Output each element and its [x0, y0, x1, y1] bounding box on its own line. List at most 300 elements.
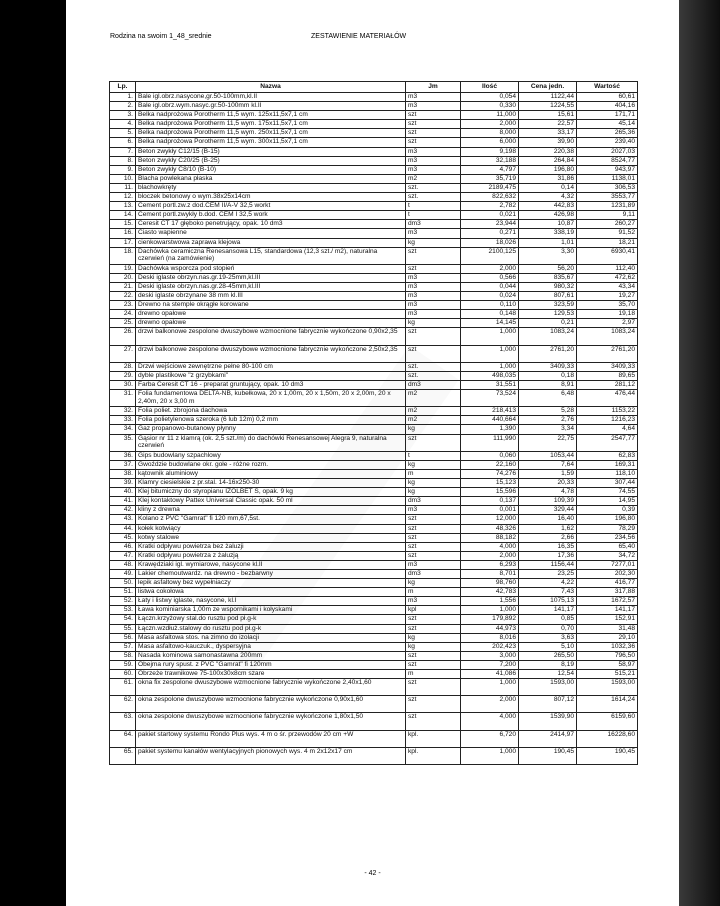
cell-jm: kg [406, 425, 461, 434]
cell-cena: 8,91 [519, 381, 577, 390]
table-row [110, 497, 638, 506]
cell-nazwa: Łączn.krzyżowy stal.do rusztu pod pł.g-k [136, 615, 406, 624]
cell-lp: 50. [110, 579, 136, 588]
cell-lp: 59. [110, 660, 136, 669]
cell-nazwa: Drzwi wejściowe zewnętrzne pełne 80-100 cm [136, 362, 406, 371]
table-row [110, 319, 638, 328]
cell-jm: m3 [406, 310, 461, 319]
cell-ilosc: 111,990 [461, 434, 519, 451]
cell-ilosc: 15,596 [461, 488, 519, 497]
cell-cena: 196,80 [519, 165, 577, 174]
cell-nazwa: Beton zwykły C12/15 (B-15) [136, 147, 406, 156]
cell-wartosc: 2,97 [577, 319, 638, 328]
column-header-lp: Lp. [110, 82, 136, 93]
cell-cena: 1122,44 [519, 93, 577, 102]
table-row [110, 597, 638, 606]
cell-ilosc: 179,892 [461, 615, 519, 624]
table-row [110, 670, 638, 679]
cell-nazwa: Ceresit CT 17 głęboko penetrujący, opak. 10 dm3 [136, 220, 406, 229]
cell-jm: m3 [406, 597, 461, 606]
cell-jm: m3 [406, 273, 461, 282]
cell-cena: 1053,44 [519, 451, 577, 460]
cell-nazwa: lepik asfaltowy bez wypełniaczy [136, 579, 406, 588]
cell-lp: 15. [110, 220, 136, 229]
cell-cena: 0,14 [519, 183, 577, 192]
cell-cena: 220,38 [519, 147, 577, 156]
cell-cena: 0,70 [519, 624, 577, 633]
table-row [110, 569, 638, 578]
cell-cena: 7,43 [519, 588, 577, 597]
cell-wartosc: 35,70 [577, 301, 638, 310]
cell-nazwa: Gips budowlany szpachlowy [136, 451, 406, 460]
table-row [110, 102, 638, 111]
document-title: ZESTAWIENIE MATERIAŁÓW [311, 33, 407, 40]
table-row [110, 416, 638, 425]
cell-ilosc: 6,720 [461, 730, 519, 747]
cell-wartosc: 1672,57 [577, 597, 638, 606]
cell-lp: 18. [110, 247, 136, 264]
cell-nazwa: Gąsior nr 11 z klamrą (ok. 2,5 szt./m) do dachówki Renesansowej Alegra 9, naturalna czerwień [136, 434, 406, 451]
cell-ilosc: 0,566 [461, 273, 519, 282]
cell-wartosc: 196,80 [577, 515, 638, 524]
cell-ilosc: 12,000 [461, 515, 519, 524]
cell-ilosc: 4,000 [461, 542, 519, 551]
cell-lp: 45. [110, 533, 136, 542]
document-page [66, 0, 679, 906]
cell-wartosc: 8524,77 [577, 156, 638, 165]
table-row [110, 211, 638, 220]
cell-nazwa: Gwoździe budowlane okr. gołe - różne rozm. [136, 460, 406, 469]
table-row [110, 111, 638, 120]
cell-ilosc: 23,944 [461, 220, 519, 229]
cell-jm: m3 [406, 282, 461, 291]
cell-ilosc: 41,086 [461, 670, 519, 679]
cell-nazwa: blachowkręty [136, 183, 406, 192]
cell-lp: 60. [110, 670, 136, 679]
table-row [110, 156, 638, 165]
cell-wartosc: 404,16 [577, 102, 638, 111]
table-row [110, 381, 638, 390]
cell-jm: m [406, 670, 461, 679]
cell-jm: szt [406, 120, 461, 129]
cell-nazwa: pakiet startowy systemu Rondo Plus wys. 4 m o śr. przewodów 20 cm +W [136, 730, 406, 747]
table-row [110, 301, 638, 310]
cell-jm: kg [406, 488, 461, 497]
cell-nazwa: Beton zwykły C20/25 (B-25) [136, 156, 406, 165]
cell-cena: 1,62 [519, 524, 577, 533]
table-row [110, 460, 638, 469]
cell-ilosc: 2100,125 [461, 247, 519, 264]
cell-jm: szt [406, 111, 461, 120]
cell-lp: 20. [110, 273, 136, 282]
cell-nazwa: okna zespolone dwuszybowe wzmocnione fabrycznie wykończone 0,90x1,60 [136, 696, 406, 713]
cell-lp: 58. [110, 651, 136, 660]
cell-wartosc: 1032,36 [577, 642, 638, 651]
table-row [110, 193, 638, 202]
cell-wartosc: 60,61 [577, 93, 638, 102]
cell-jm: szt [406, 247, 461, 264]
cell-ilosc: 11,000 [461, 111, 519, 120]
cell-ilosc: 1,556 [461, 597, 519, 606]
table-row [110, 696, 638, 713]
cell-ilosc: 2189,475 [461, 183, 519, 192]
cell-lp: 65. [110, 747, 136, 764]
cell-cena: 0,21 [519, 319, 577, 328]
cell-ilosc: 1,000 [461, 362, 519, 371]
cell-ilosc: 218,413 [461, 407, 519, 416]
cell-ilosc: 73,524 [461, 390, 519, 407]
cell-lp: 30. [110, 381, 136, 390]
cell-cena: 329,44 [519, 506, 577, 515]
cell-wartosc: 476,44 [577, 390, 638, 407]
cell-cena: 338,19 [519, 229, 577, 238]
viewer-edge [679, 0, 720, 906]
cell-ilosc: 0,148 [461, 310, 519, 319]
document-header-left: Rodzina na swoim 1_48_srednie [110, 33, 212, 40]
cell-lp: 41. [110, 497, 136, 506]
cell-lp: 36. [110, 451, 136, 460]
cell-nazwa: Obejma rury spust. z PVC "Gamrat" fi 120mm [136, 660, 406, 669]
table-row [110, 551, 638, 560]
cell-ilosc: 1,390 [461, 425, 519, 434]
cell-cena: 190,45 [519, 747, 577, 764]
cell-wartosc: 19,18 [577, 310, 638, 319]
cell-nazwa: Bale igl.obrz.wym.nasyc.gr.50-100mm kl.II [136, 102, 406, 111]
cell-wartosc: 260,27 [577, 220, 638, 229]
cell-wartosc: 3409,33 [577, 362, 638, 371]
cell-ilosc: 0,054 [461, 93, 519, 102]
cell-wartosc: 190,45 [577, 747, 638, 764]
cell-wartosc: 62,83 [577, 451, 638, 460]
cell-ilosc: 9,198 [461, 147, 519, 156]
cell-nazwa: Bale igl.obrz.nasycone,gr.50-100mm,kl.II [136, 93, 406, 102]
cell-ilosc: 8,701 [461, 569, 519, 578]
cell-jm: m2 [406, 174, 461, 183]
cell-cena: 5,28 [519, 407, 577, 416]
cell-lp: 31. [110, 390, 136, 407]
cell-nazwa: Deski iglaste obrzyn.nas.gr.19-25mm,kl.III [136, 273, 406, 282]
table-row [110, 747, 638, 764]
cell-nazwa: Ciasto wapienne [136, 229, 406, 238]
cell-wartosc: 19,27 [577, 292, 638, 301]
cell-nazwa: Lakier chemoutwardz. na drewno - bezbarwny [136, 569, 406, 578]
cell-cena: 6,48 [519, 390, 577, 407]
cell-cena: 141,17 [519, 606, 577, 615]
cell-nazwa: Farba Ceresit CT 16 - preparat gruntujący, opak. 10 dm3 [136, 381, 406, 390]
cell-lp: 46. [110, 542, 136, 551]
cell-cena: 2,76 [519, 416, 577, 425]
cell-cena: 2761,20 [519, 345, 577, 362]
cell-ilosc: 98,760 [461, 579, 519, 588]
cell-jm: m3 [406, 93, 461, 102]
cell-lp: 61. [110, 679, 136, 696]
cell-cena: 31,86 [519, 174, 577, 183]
table-row [110, 371, 638, 380]
cell-nazwa: Łączn.wzdłuż.stalowy do rusztu pod pł.g-k [136, 624, 406, 633]
cell-lp: 26. [110, 328, 136, 345]
cell-jm: dm3 [406, 220, 461, 229]
cell-jm: t [406, 202, 461, 211]
cell-jm: kg [406, 642, 461, 651]
cell-nazwa: Beton zwykły C8/10 (B-10) [136, 165, 406, 174]
cell-cena: 8,19 [519, 660, 577, 669]
cell-cena: 22,57 [519, 120, 577, 129]
cell-ilosc: 31,551 [461, 381, 519, 390]
cell-cena: 3,34 [519, 425, 577, 434]
cell-cena: 980,32 [519, 282, 577, 291]
cell-nazwa: bloczek betonowy o wym.38x25x14cm [136, 193, 406, 202]
table-row [110, 469, 638, 478]
cell-lp: 64. [110, 730, 136, 747]
cell-ilosc: 1,000 [461, 747, 519, 764]
cell-jm: szt. [406, 193, 461, 202]
table-row [110, 229, 638, 238]
cell-nazwa: Klej kontaktowy Pattex Universal Classic opak. 50 ml [136, 497, 406, 506]
cell-jm: m3 [406, 156, 461, 165]
cell-jm: szt [406, 696, 461, 713]
cell-ilosc: 48,326 [461, 524, 519, 533]
cell-cena: 1075,13 [519, 597, 577, 606]
cell-ilosc: 1,000 [461, 328, 519, 345]
cell-wartosc: 515,21 [577, 670, 638, 679]
table-row [110, 120, 638, 129]
cell-cena: 20,33 [519, 479, 577, 488]
cell-jm: szt [406, 713, 461, 730]
cell-jm: szt [406, 345, 461, 362]
cell-wartosc: 0,39 [577, 506, 638, 515]
cell-jm: t [406, 211, 461, 220]
cell-ilosc: 1,000 [461, 345, 519, 362]
cell-cena: 129,53 [519, 310, 577, 319]
cell-nazwa: Deski iglaste obrzyn.nas.gr.28-45mm,kl.III [136, 282, 406, 291]
cell-wartosc: 74,55 [577, 488, 638, 497]
cell-nazwa: Obrzeże trawnikowe 75-100x30x8cm szare [136, 670, 406, 679]
cell-jm: m3 [406, 102, 461, 111]
cell-jm: szt [406, 533, 461, 542]
cell-cena: 23,25 [519, 569, 577, 578]
cell-wartosc: 9,11 [577, 211, 638, 220]
cell-wartosc: 6159,60 [577, 713, 638, 730]
cell-lp: 57. [110, 642, 136, 651]
cell-cena: 16,40 [519, 515, 577, 524]
table-row [110, 129, 638, 138]
materials-table [109, 81, 638, 765]
cell-lp: 54. [110, 615, 136, 624]
cell-ilosc: 202,423 [461, 642, 519, 651]
cell-lp: 3. [110, 111, 136, 120]
cell-ilosc: 4,000 [461, 713, 519, 730]
cell-nazwa: drewno opałowe [136, 319, 406, 328]
cell-lp: 55. [110, 624, 136, 633]
cell-nazwa: Kolano z PVC "Gamrat" fi 120 mm,67,5st. [136, 515, 406, 524]
cell-lp: 23. [110, 301, 136, 310]
table-row [110, 542, 638, 551]
table-row [110, 679, 638, 696]
cell-jm: m2 [406, 390, 461, 407]
cell-ilosc: 2,000 [461, 120, 519, 129]
cell-nazwa: Folia poliet. zbrojona dachowa [136, 407, 406, 416]
cell-jm: m2 [406, 407, 461, 416]
cell-lp: 7. [110, 147, 136, 156]
cell-cena: 426,98 [519, 211, 577, 220]
cell-cena: 39,90 [519, 138, 577, 147]
cell-wartosc: 78,29 [577, 524, 638, 533]
cell-nazwa: listwa cokołowa [136, 588, 406, 597]
cell-ilosc: 0,024 [461, 292, 519, 301]
cell-cena: 1,59 [519, 469, 577, 478]
cell-jm: szt [406, 328, 461, 345]
cell-nazwa: Belka nadprożowa Porotherm 11,5 wym. 125x11,5x7,1 cm [136, 111, 406, 120]
cell-wartosc: 307,44 [577, 479, 638, 488]
cell-lp: 47. [110, 551, 136, 560]
table-row [110, 533, 638, 542]
cell-lp: 48. [110, 560, 136, 569]
table-row [110, 220, 638, 229]
table-row [110, 292, 638, 301]
column-header-jm: Jm [406, 82, 461, 93]
cell-lp: 21. [110, 282, 136, 291]
table-row [110, 633, 638, 642]
cell-lp: 63. [110, 713, 136, 730]
cell-cena: 12,54 [519, 670, 577, 679]
cell-nazwa: cienkowarstwowa zaprawa klejowa [136, 238, 406, 247]
table-row [110, 642, 638, 651]
cell-wartosc: 45,14 [577, 120, 638, 129]
column-header-nazwa: Nazwa [136, 82, 406, 93]
cell-cena: 4,78 [519, 488, 577, 497]
cell-jm: szt [406, 129, 461, 138]
cell-lp: 8. [110, 156, 136, 165]
cell-lp: 52. [110, 597, 136, 606]
cell-nazwa: dyble plastikowe "z grzybkami" [136, 371, 406, 380]
cell-nazwa: kołek kotwiący [136, 524, 406, 533]
cell-nazwa: Masa asfaltowo-kauczuk., dyspersyjna [136, 642, 406, 651]
cell-lp: 17. [110, 238, 136, 247]
cell-cena: 7,64 [519, 460, 577, 469]
cell-cena: 4,32 [519, 193, 577, 202]
cell-lp: 62. [110, 696, 136, 713]
cell-nazwa: Klej bitumiczny do styropianu IZOLBET S, opak. 9 kg [136, 488, 406, 497]
cell-ilosc: 1,000 [461, 606, 519, 615]
cell-lp: 16. [110, 229, 136, 238]
cell-ilosc: 15,123 [461, 479, 519, 488]
cell-lp: 49. [110, 569, 136, 578]
table-row [110, 524, 638, 533]
cell-cena: 807,61 [519, 292, 577, 301]
cell-cena: 33,17 [519, 129, 577, 138]
cell-lp: 9. [110, 165, 136, 174]
cell-cena: 5,10 [519, 642, 577, 651]
cell-cena: 265,50 [519, 651, 577, 660]
cell-jm: m3 [406, 229, 461, 238]
cell-wartosc: 265,36 [577, 129, 638, 138]
cell-nazwa: Krawędziaki igl. wymiarowe, nasycone kl.II [136, 560, 406, 569]
cell-wartosc: 202,30 [577, 569, 638, 578]
cell-jm: m [406, 588, 461, 597]
cell-lp: 24. [110, 310, 136, 319]
cell-cena: 56,20 [519, 264, 577, 273]
table-row [110, 282, 638, 291]
cell-lp: 35. [110, 434, 136, 451]
cell-jm: kg [406, 633, 461, 642]
cell-ilosc: 42,783 [461, 588, 519, 597]
cell-jm: szt. [406, 183, 461, 192]
cell-wartosc: 141,17 [577, 606, 638, 615]
cell-wartosc: 89,65 [577, 371, 638, 380]
cell-cena: 2414,97 [519, 730, 577, 747]
cell-ilosc: 8,016 [461, 633, 519, 642]
cell-nazwa: pakiet systemu kanałów wentylacyjnych pionowych wys. 4 m 2x12x17 cm [136, 747, 406, 764]
cell-cena: 835,67 [519, 273, 577, 282]
cell-lp: 32. [110, 407, 136, 416]
cell-wartosc: 234,56 [577, 533, 638, 542]
table-row [110, 238, 638, 247]
cell-cena: 22,75 [519, 434, 577, 451]
table-row [110, 425, 638, 434]
cell-nazwa: Blacha powlekana płaska [136, 174, 406, 183]
cell-jm: m2 [406, 416, 461, 425]
cell-jm: kg [406, 479, 461, 488]
cell-jm: kpl [406, 606, 461, 615]
cell-wartosc: 112,40 [577, 264, 638, 273]
cell-wartosc: 6930,41 [577, 247, 638, 264]
cell-jm: m3 [406, 292, 461, 301]
cell-jm: m [406, 469, 461, 478]
cell-ilosc: 2,000 [461, 696, 519, 713]
table-row [110, 174, 638, 183]
cell-wartosc: 1153,22 [577, 407, 638, 416]
cell-cena: 1156,44 [519, 560, 577, 569]
cell-jm: m3 [406, 506, 461, 515]
cell-lp: 29. [110, 371, 136, 380]
cell-ilosc: 0,271 [461, 229, 519, 238]
cell-nazwa: kotwy stalowe [136, 533, 406, 542]
cell-cena: 1539,90 [519, 713, 577, 730]
cell-jm: szt [406, 264, 461, 273]
cell-jm: dm3 [406, 497, 461, 506]
cell-wartosc: 2547,77 [577, 434, 638, 451]
table-row [110, 579, 638, 588]
cell-jm: szt. [406, 371, 461, 380]
cell-jm: szt [406, 138, 461, 147]
cell-wartosc: 29,10 [577, 633, 638, 642]
cell-jm: szt [406, 679, 461, 696]
cell-cena: 4,22 [519, 579, 577, 588]
cell-wartosc: 1216,23 [577, 416, 638, 425]
cell-nazwa: Folia polietylenowa szeroka (6 lub 12m) 0,2 mm [136, 416, 406, 425]
cell-ilosc: 35,719 [461, 174, 519, 183]
cell-wartosc: 317,88 [577, 588, 638, 597]
cell-nazwa: drzwi balkonowe zespolone dwuszybowe wzmocnione fabrycznie wykończone 2,50x2,35 [136, 345, 406, 362]
table-row [110, 606, 638, 615]
cell-jm: szt [406, 515, 461, 524]
cell-ilosc: 4,797 [461, 165, 519, 174]
cell-jm: szt [406, 660, 461, 669]
cell-jm: kg [406, 238, 461, 247]
table-row [110, 730, 638, 747]
table-row [110, 660, 638, 669]
cell-lp: 6. [110, 138, 136, 147]
cell-jm: kpl. [406, 747, 461, 764]
cell-cena: 442,83 [519, 202, 577, 211]
cell-wartosc: 43,34 [577, 282, 638, 291]
cell-ilosc: 0,060 [461, 451, 519, 460]
table-row [110, 93, 638, 102]
cell-ilosc: 2,000 [461, 551, 519, 560]
cell-lp: 4. [110, 120, 136, 129]
page-number: - 42 - [364, 870, 381, 877]
cell-nazwa: kliny z drewna [136, 506, 406, 515]
